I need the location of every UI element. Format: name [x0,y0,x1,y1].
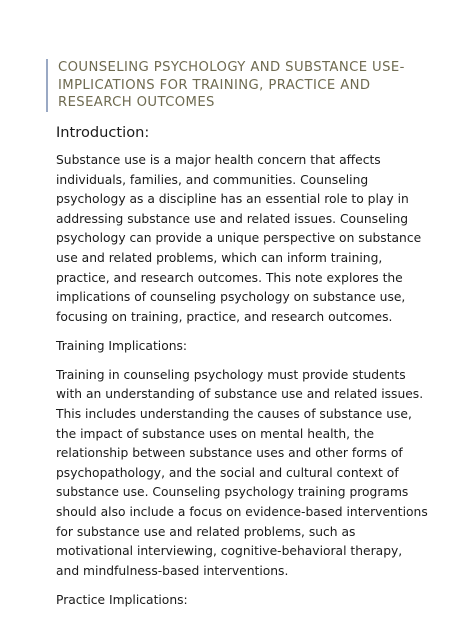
document-title: COUNSELING PSYCHOLOGY AND SUBSTANCE USE- IMPLICATIONS FOR TRAINING, PRACTICE AND RESEARCH OUTCOMES [58,60,405,110]
section-paragraph-introduction: Substance use is a major health concern that affects individuals, families, and communities. Counseling psychology as a discipline has an essential role to play in addressing substance use and related issues. Counseling psychology can provide a unique perspective on substance use and related problems, which can inform training, practice, and research outcomes. This note explores the implications of counseling psychology on substance use, focusing on training, practice, and research outcomes. [56,153,422,324]
section-heading-introduction: Introduction: [56,124,150,141]
section-heading-practice: Practice Implications: [56,593,188,608]
title-block [46,59,448,112]
document-body [56,123,428,620]
section-heading-training: Training Implications: [56,339,188,354]
section-paragraph-training: Training in counseling psychology must provide students with an understanding of substance use and related issues. This includes understanding the causes of substance use, the impact of substance uses on mental health, the relationship between substance uses and other forms of psychopathology, and the social and cultural context of substance use. Counseling psychology training programs should also include a focus on evidence-based interventions for substance use and related problems, such as motivational interviewing, cognitive-behavioral therapy, and mindfulness-based interventions. [56,367,428,578]
